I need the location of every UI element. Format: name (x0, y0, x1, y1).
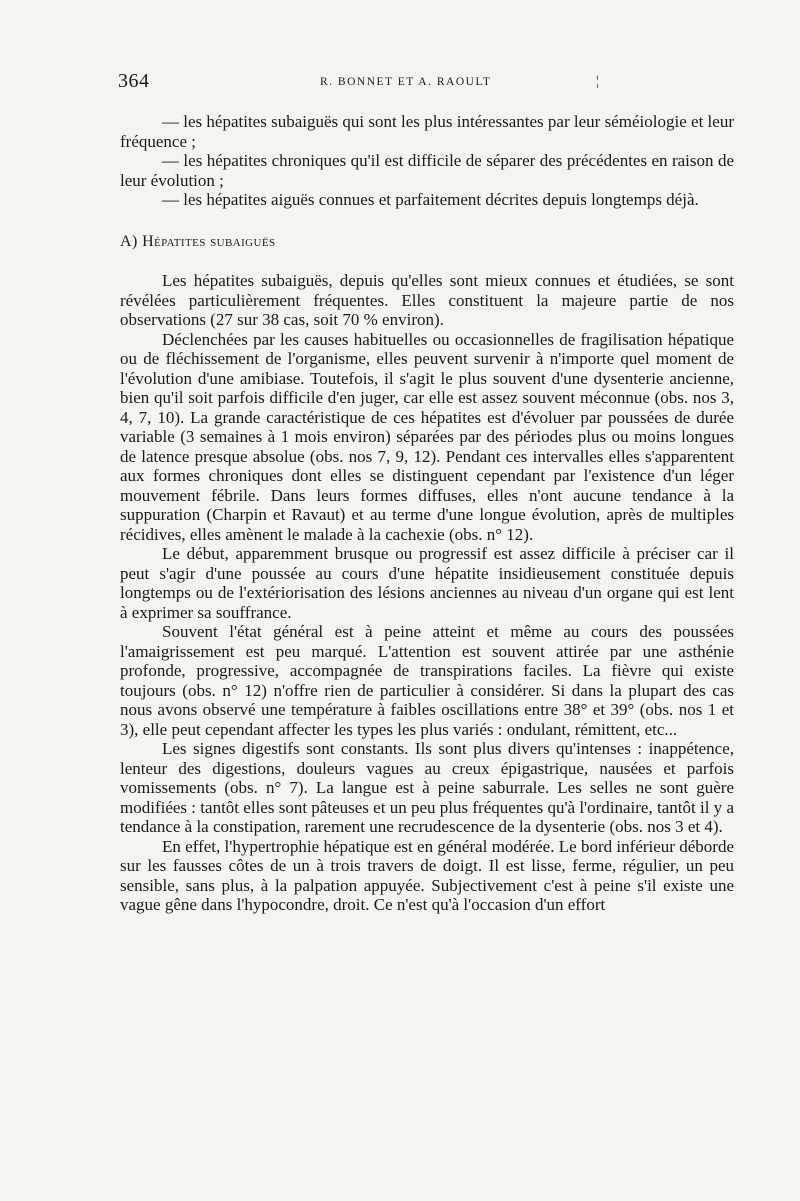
page-header (118, 70, 738, 94)
header-mark: ¦ (596, 74, 599, 89)
body-text (120, 112, 734, 915)
paragraph: Déclenchées par les causes habituelles ou occasionnelles de fragilisation hépatique ou de fléchissement de l'organisme, elles peuvent survenir à n'importe quel moment de l'évolution d'une amibiase. Toutefois, il s'agit le plus souvent d'une dysenterie ancienne, bien qu'il soit parfois difficile d'en juger, car elle est assez souvent méconnue (obs. nos 3, 4, 7, 10). La grande caractéristique de ces hépatites est d'évoluer par poussées de durée variable (3 semaines à 1 mois environ) séparées par des périodes plus ou moins longues de latence presque absolue (obs. nos 7, 9, 12). Pendant ces intervalles elles s'apparentent aux formes chroniques dont elles se distinguent cependant par l'existence d'un léger mouvement fébrile. Dans leurs formes diffuses, elles n'ont aucune tendance à la suppuration (Charpin et Ravaut) et au terme d'une longue évolution, après de multiples récidives, elles amènent le malade à la cachexie (obs. n° 12). (120, 329, 734, 544)
paragraph: Les hépatites subaiguës, depuis qu'elles sont mieux connues et étudiées, se sont révélées particulièrement fréquentes. Elles constituent la majeure partie de nos observations (27 sur 38 cas, soit 70 % environ). (120, 271, 734, 329)
running-head: R. BONNET ET A. RAOULT (320, 76, 492, 88)
list-item: — les hépatites chroniques qu'il est difficile de séparer des précédentes en raison de leur évolution ; (120, 151, 734, 190)
page-number: 364 (118, 70, 150, 92)
section-title: Hépatites subaiguës (142, 232, 276, 250)
paragraph: Le début, apparemment brusque ou progressif est assez difficile à préciser car il peut s'agir d'une poussée au cours d'une hépatite insidieusement constituée depuis longtemps ou de l'extériorisation des lésions anciennes au niveau d'un organe qui est lent à exprimer sa souffrance. (120, 544, 734, 622)
list-item: — les hépatites aiguës connues et parfaitement décrites depuis longtemps déjà. (162, 190, 699, 209)
paragraph: Souvent l'état général est à peine atteint et même au cours des poussées l'amaigrissement est peu marqué. L'attention est souvent attirée par une asthénie profonde, progressive, accompagnée de transpirations faciles. La fièvre qui existe toujours (obs. n° 12) n'offre rien de particulier à considérer. Si dans la plupart des cas nous avons observé une température à faibles oscillations entre 38° et 39° (obs. nos 1 et 3), elle peut cependant affecter les types les plus variés : ondulant, rémittent, etc... (120, 622, 734, 739)
paragraph: En effet, l'hypertrophie hépatique est en général modérée. Le bord inférieur déborde sur les fausses côtes de un à trois travers de doigt. Il est lisse, ferme, régulier, un peu sensible, sans plus, à la palpation appuyée. Subjectivement c'est à peine s'il existe une vague gêne dans l'hypocondre, droit. Ce n'est qu'à l'occasion d'un effort (120, 836, 734, 914)
list-item: — les hépatites subaiguës qui sont les plus intéressantes par leur séméiologie et leur fréquence ; (120, 112, 734, 151)
section-heading (120, 232, 734, 252)
paragraph: Les signes digestifs sont constants. Ils sont plus divers qu'intenses : inappétence, lenteur des digestions, douleurs vagues au creux épigastrique, nausées et parfois vomissements (obs. n° 7). La langue est à peine saburrale. Les selles ne sont guère modifiées : tantôt elles sont pâteuses et un peu plus fréquentes qu'à l'ordinaire, tantôt il y a tendance à la constipation, rarement une recrudescence de la dysenterie (obs. nos 3 et 4). (120, 739, 734, 836)
section-prefix: A) (120, 232, 143, 250)
